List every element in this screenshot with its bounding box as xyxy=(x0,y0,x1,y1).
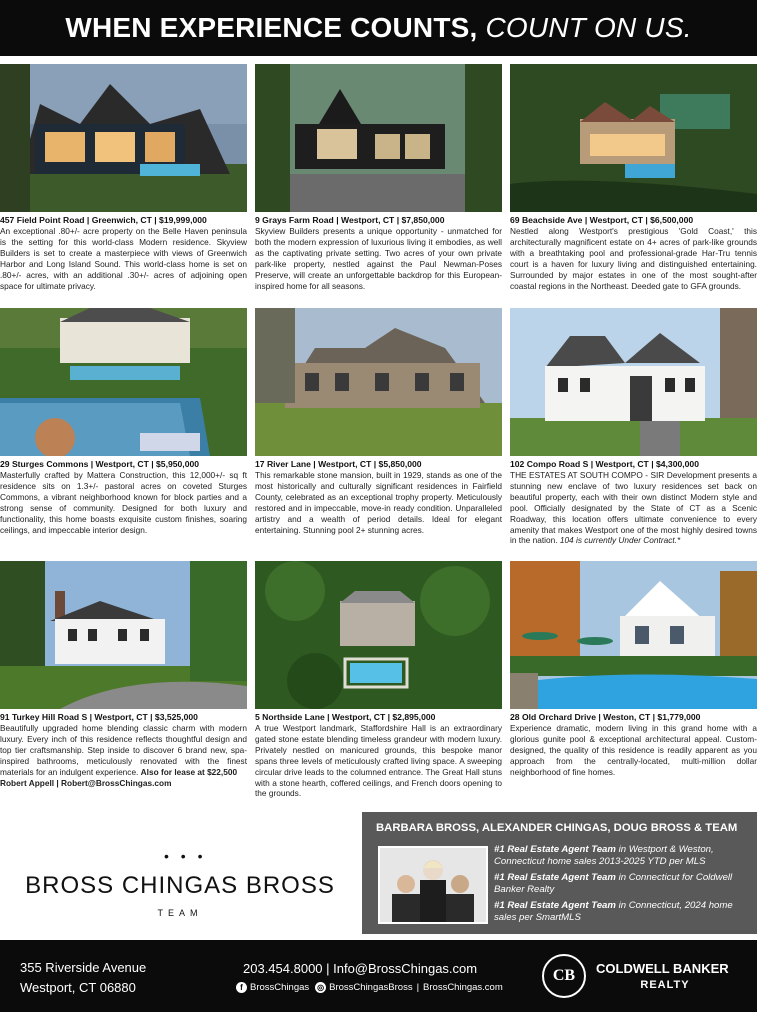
website-link[interactable]: BrossChingas.com xyxy=(423,982,503,993)
listing-title: 17 River Lane | Westport, CT | $5,850,000 xyxy=(255,459,422,469)
listing-card[interactable] xyxy=(510,561,757,778)
listing-description: Skyview Builders presents a unique opportunity - unmatched for both the modern expression of luxurious living it embodies, as well as the captivating private setting. Two acres of your own private park-like property, nestled against the Paul Newman-Poses Preserve, will create an unforgettable backdrop for this European-inspired home for all seasons. xyxy=(255,226,502,291)
listing-title: 9 Grays Farm Road | Westport, CT | $7,850,000 xyxy=(255,215,445,225)
headline-bold: WHEN EXPERIENCE COUNTS, xyxy=(65,12,478,43)
listing-title: 28 Old Orchard Drive | Weston, CT | $1,779,000 xyxy=(510,712,701,722)
instagram-handle[interactable]: BrossChingasBross xyxy=(329,982,413,993)
listing-card[interactable] xyxy=(255,561,502,799)
listing-title: 91 Turkey Hill Road S | Westport, CT | $3,525,000 xyxy=(0,712,198,722)
awards-list xyxy=(494,844,752,928)
instagram-icon[interactable]: ◎ xyxy=(315,982,326,993)
award-title: #1 Real Estate Agent Team xyxy=(494,900,616,911)
listing-photo-modern-pool-home[interactable] xyxy=(510,561,757,709)
listing-description: This remarkable stone mansion, built in 1929, stands as one of the most historically and culturally significant residences in Fairfield County, celebrated as an exceptional trophy property. Meticulously restored and in impeccable, move-in ready condition. Unparalleled artistry and a wealth of period details. Ideal for elegant entertaining. Stunning pool 2+ stunning acres. xyxy=(255,470,502,535)
address-line-1: 355 Riverside Avenue xyxy=(20,960,147,975)
listing-photo-modern-glass-house[interactable] xyxy=(0,64,247,212)
lease-note: Also for lease at $22,500 xyxy=(140,766,238,777)
listing-description xyxy=(0,723,247,778)
listing-title: 457 Field Point Road | Greenwich, CT | $19,999,000 xyxy=(0,215,207,225)
listing-card[interactable] xyxy=(255,308,502,535)
brand-name: BROSS CHINGAS BROSS xyxy=(25,872,335,899)
listing-photo-black-barn-house[interactable] xyxy=(255,64,502,212)
listing-card[interactable] xyxy=(0,308,247,535)
brand-dots: • • • xyxy=(164,848,207,864)
headline-banner xyxy=(0,0,757,56)
award-item xyxy=(494,872,752,896)
company-subtitle: REALTY xyxy=(640,979,690,991)
award-detail: in Connecticut, 2024 home sales per SmartMLS xyxy=(494,900,733,923)
listing-photo-colonial-home[interactable] xyxy=(0,561,247,709)
listing-description: An exceptional .80+/- acre property on the Belle Haven peninsula is the setting for this world-class Modern residence. Skyview Builders is set to create a masterpiece with views of Greenwich Harbor and Long Island Sound. This world-class home is set on .80+/- acres, with an additional .30+/- acres of adjoining open space for ultimate privacy. xyxy=(0,226,247,291)
team-title: BARBARA BROSS, ALEXANDER CHINGAS, DOUG BROSS & TEAM xyxy=(376,822,738,834)
brand-team: TEAM xyxy=(157,908,203,918)
award-item xyxy=(494,900,752,924)
contact-info[interactable]: 203.454.8000 | Info@BrossChingas.com xyxy=(243,961,478,976)
separator: | xyxy=(416,982,420,993)
contract-note: 104 is currently Under Contract.* xyxy=(559,535,681,546)
listing-photo-waterfront-estate[interactable] xyxy=(510,64,757,212)
listing-description: Masterfully crafted by Mattera Construction, this 12,000+/- sq ft residence sits on 1.3+/- pastoral acres on coveted Sturges Commons, a vibrant neighborhood known for block parties and a strong sense of community. Designed for both luxury and functionality, this home boasts exquisite custom finishes, soaring ceilings, and impeccable interior design. xyxy=(0,470,247,535)
social-links xyxy=(236,982,503,993)
listing-description-text: Beautifully upgraded home blending classic charm with modern luxury. Every inch of this residence reflects thoughtful design and top tier craftsmanship. Step inside to discover 6 brand new, spa-inspired bathrooms, meticulously renovated with the finest materials for an indulgent experience. xyxy=(0,723,247,777)
facebook-icon[interactable]: f xyxy=(236,982,247,993)
award-item xyxy=(494,844,752,868)
listing-card[interactable] xyxy=(510,64,757,291)
listing-photo-stone-mansion[interactable] xyxy=(255,308,502,456)
company-name: COLDWELL BANKER xyxy=(596,961,729,976)
footer xyxy=(0,940,757,1012)
team-brand-logo xyxy=(0,820,360,940)
listing-photo-sports-court-home[interactable] xyxy=(0,308,247,456)
team-photo xyxy=(378,846,488,924)
award-detail: in Westport & Weston, Connecticut home sales 2013-2025 YTD per MLS xyxy=(494,844,714,867)
listing-title: 102 Compo Road S | Westport, CT | $4,300,000 xyxy=(510,459,699,469)
agent-contact[interactable]: Robert Appell | Robert@BrossChingas.com xyxy=(0,777,172,788)
award-detail: in Connecticut for Coldwell Banker Realty xyxy=(494,872,733,895)
listing-photo-aerial-stone-estate[interactable] xyxy=(255,561,502,709)
listing-card[interactable] xyxy=(510,308,757,546)
listing-description: A true Westport landmark, Staffordshire Hall is an extraordinary gated stone estate blending timeless grandeur with modern luxury. Privately nestled on manicured grounds, this bespoke manor spans three levels of meticulously crafted living space. A sweeping circular drive leads to the columned entrance. The Great Hall stuns with a stone hearth, coffered ceilings, and French doors opening to the grounds. xyxy=(255,723,502,799)
award-title: #1 Real Estate Agent Team xyxy=(494,872,616,883)
listing-description xyxy=(510,470,757,546)
coldwell-banker-logo-icon: CB xyxy=(542,954,586,998)
address-line-2: Westport, CT 06880 xyxy=(20,980,136,995)
listing-title: 69 Beachside Ave | Westport, CT | $6,500,000 xyxy=(510,215,694,225)
listing-description: Nestled along Westport's prestigious 'Gold Coast,' this architecturally magnificent estate on 4+ acres of park-like grounds with a breathtaking pool and professional-grade Har-Tru tennis court is a haven for luxury living and distinguished entertaining. Surrounded by major estates in one of the most sought-after coastal regions in the Northeast. Deeded gate to GFA grounds. xyxy=(510,226,757,291)
listing-title: 29 Sturges Commons | Westport, CT | $5,950,000 xyxy=(0,459,200,469)
headline xyxy=(65,12,691,44)
team-panel xyxy=(362,812,757,934)
listing-title: 5 Northside Lane | Westport, CT | $2,895,000 xyxy=(255,712,436,722)
listing-description: Experience dramatic, modern living in this grand home with a glorious gunite pool & exceptional architectural appeal. Custom-designed, the quality of this residence is readily apparent as you approach from the centrally-located, multi-million dollar neighborhood of fine homes. xyxy=(510,723,757,777)
listing-card[interactable] xyxy=(0,64,247,291)
facebook-handle[interactable]: BrossChingas xyxy=(250,982,310,993)
listing-description-text: THE ESTATES AT SOUTH COMPO - SIR Development presents a stunning new enclave of two luxury residences set back on beautiful property, each with their own distinct Modern style and pool. Officially designated by the State of CT as a Scenic Roadway, this location offers ultimate convenience to every amenity that makes Westport one of the most highly desired towns in the nation. xyxy=(510,470,757,546)
headline-italic: COUNT ON US. xyxy=(477,12,692,43)
listing-card[interactable] xyxy=(255,64,502,291)
listing-card[interactable] xyxy=(0,561,247,788)
listing-photo-white-farmhouse[interactable] xyxy=(510,308,757,456)
award-title: #1 Real Estate Agent Team xyxy=(494,844,616,855)
